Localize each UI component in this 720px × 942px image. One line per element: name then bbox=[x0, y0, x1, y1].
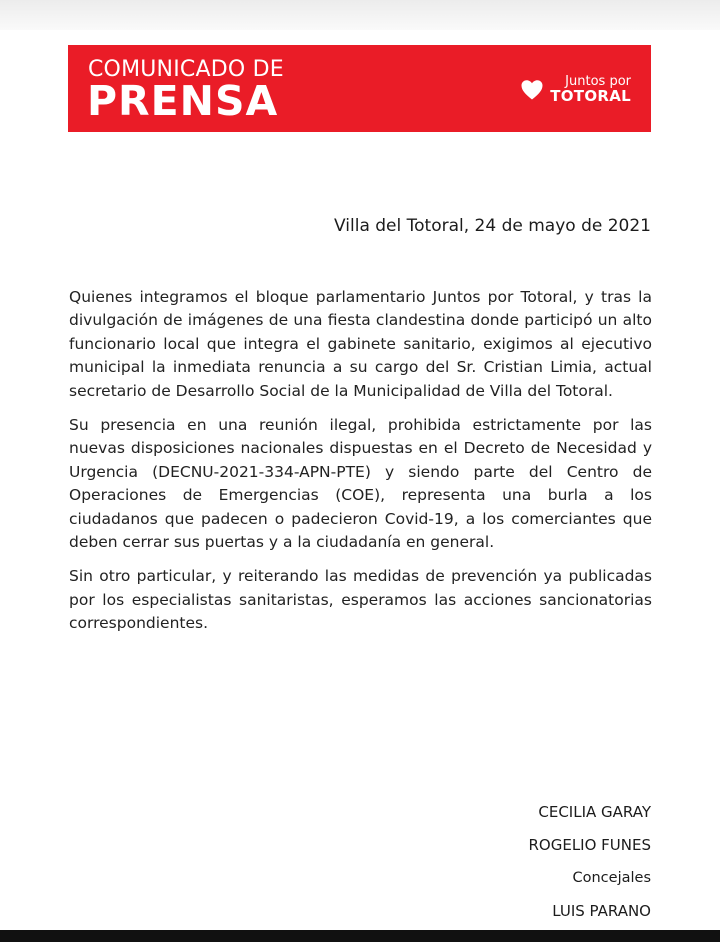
signatory-name: LUIS PARANO bbox=[552, 902, 651, 920]
dateline: Villa del Totoral, 24 de mayo de 2021 bbox=[334, 216, 651, 236]
banner-title-line1: COMUNICADO DE bbox=[88, 57, 284, 82]
press-release-body bbox=[69, 286, 652, 647]
press-release-banner bbox=[68, 45, 651, 132]
signatory-name: ROGELIO FUNES bbox=[528, 836, 651, 854]
banner-title-line2: PRENSA bbox=[87, 77, 279, 125]
signatory-name: CECILIA GARAY bbox=[538, 803, 651, 821]
bottom-bar bbox=[0, 930, 720, 942]
top-strip bbox=[0, 0, 720, 30]
brand-text-small: Juntos por bbox=[565, 74, 631, 90]
heart-icon bbox=[520, 78, 544, 102]
brand-logo bbox=[520, 70, 631, 110]
paragraph-3: Sin otro particular, y reiterando las medidas de prevención ya publicadas por los especialistas sanitaristas, esperamos las acciones sancionatorias correspondientes. bbox=[69, 567, 652, 633]
signatory-role: Concejales bbox=[572, 870, 651, 886]
signature-block bbox=[528, 800, 651, 932]
paragraph-2: Su presencia en una reunión ilegal, prohibida estrictamente por las nuevas disposiciones nacionales dispuestas en el Decreto de Necesidad y Urgencia (DECNU-2021-334-APN-PTE) y siendo parte del Centro de Operaciones de Emergencias (COE), representa una burla a los ciudadanos que padecen o padecieron Covid-19, a los comerciantes que deben cerrar sus puertas y a la ciudadanía en general. bbox=[69, 416, 652, 552]
brand-text-big: TOTORAL bbox=[550, 86, 631, 105]
paragraph-1: Quienes integramos el bloque parlamentario Juntos por Totoral, y tras la divulgación de imágenes de una fiesta clandestina donde participó un alto funcionario local que integra el gabinete sanitario, exigimos al ejecutivo municipal la inmediata renuncia a su cargo del Sr. Cristian Limia, actual secretario de Desarrollo Social de la Municipalidad de Villa del Totoral. bbox=[69, 288, 652, 400]
